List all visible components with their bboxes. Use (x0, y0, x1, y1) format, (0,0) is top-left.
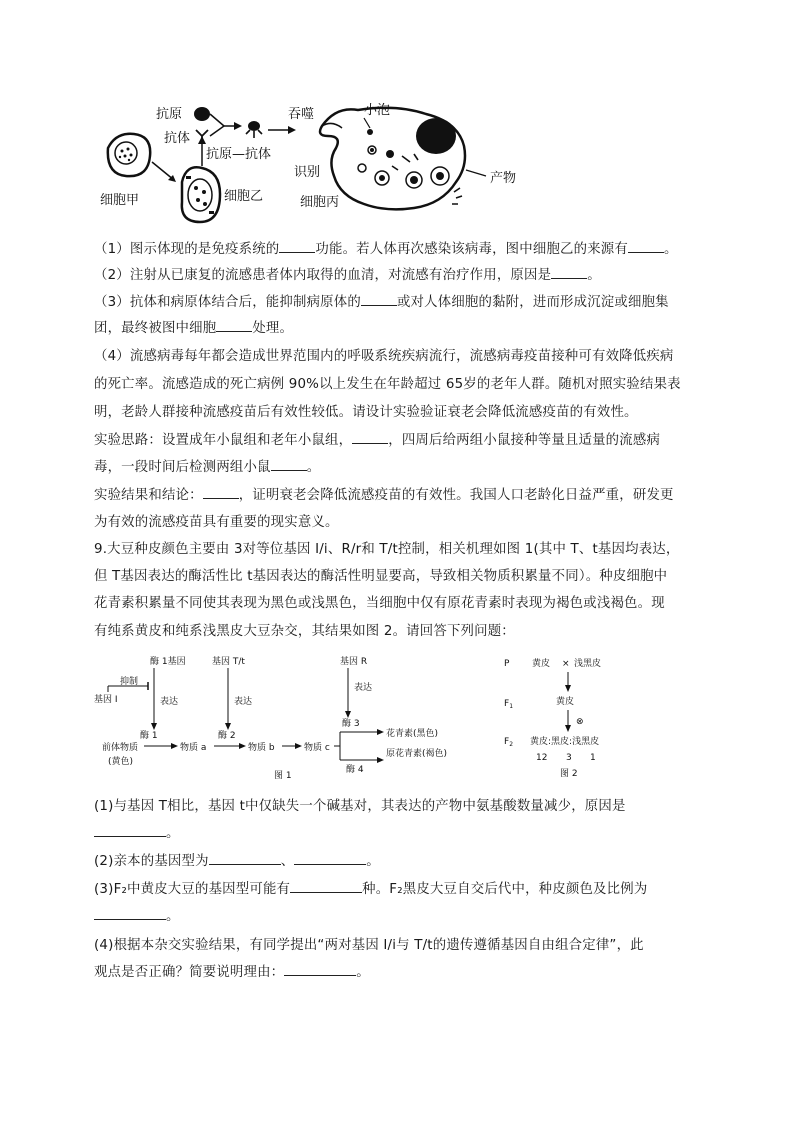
antibody-shape (196, 130, 208, 142)
substance-a-label: 物质 a (180, 743, 207, 753)
cell-c-drawing (320, 108, 465, 210)
f2-phenotypes: 黄皮:黑皮:浅黑皮 (530, 737, 600, 747)
inhibit-label: 抑制 (120, 677, 139, 687)
q8-result-line2: 为有效的流感疫苗具有重要的现实意义。 (94, 515, 339, 530)
cell-a-label: 细胞甲 (100, 193, 140, 208)
enzyme1-label: 酶 1 (140, 731, 158, 741)
answer-blank[interactable] (94, 824, 166, 837)
f2-ratio-light-black: 1 (590, 753, 596, 763)
answer-blank[interactable] (361, 293, 397, 306)
answer-blank[interactable] (284, 963, 356, 976)
q8-part4-line1: （4）流感病毒每年都会造成世界范围内的呼吸系统疾病流行，流感病毒疫苗接种可有效降低疾病 (94, 349, 674, 364)
substance-c-label: 物质 c (304, 743, 330, 753)
q8-idea-line2: 毒，一段时间后检测两组小鼠 。 (94, 460, 321, 475)
express3-label: 表达 (354, 683, 373, 693)
q9-sub4-line2: 观点是否正确？简要说明理由： 。 (94, 965, 370, 980)
anthocyanin-label: 花青素(黑色) (386, 729, 439, 739)
answer-blank[interactable] (352, 431, 388, 444)
cross-symbol: × (562, 659, 570, 669)
proanthocyanidin-label: 原花青素(褐色) (386, 749, 448, 759)
precursor-color-label: (黄色) (108, 757, 134, 767)
vesicle-label: 小泡 (364, 103, 391, 118)
antigen-label: 抗原 (156, 107, 183, 122)
f2-label: $F_2$ (504, 737, 514, 748)
enzyme3-label: 酶 3 (342, 719, 360, 729)
figure-2 (500, 652, 650, 782)
product-label: 产物 (490, 171, 517, 186)
f1-label: $F_1$ (504, 699, 514, 710)
q9-stem-line3: 花青素积累量不同使其表现为黑色或浅黑色，当细胞中仅有原花青素时表现为褐色或浅褐色。现 (94, 596, 665, 611)
cell-b-drawing (182, 167, 220, 222)
antibody-label: 抗体 (164, 131, 191, 146)
q9-sub3-line1: (3)F₂中黄皮大豆的基因型可能有 种。F₂黑皮大豆自交后代中，种皮颜色及比例为 (94, 882, 648, 897)
precursor-label: 前体物质 (102, 743, 139, 753)
q9-stem-line4: 有纯系黄皮和纯系浅黑皮大豆杂交，其结果如图 2。请回答下列问题： (94, 624, 515, 639)
immune-figure (96, 96, 546, 226)
p-male-label: 浅黑皮 (574, 659, 602, 669)
answer-blank[interactable] (271, 458, 307, 471)
q9-sub3-line2: 。 (94, 905, 180, 924)
enzyme1-gene-label: 酶 1基因 (150, 657, 186, 667)
q9-sub1-line1: (1)与基因 T相比，基因 t中仅缺失一个碱基对，其表达的产物中氨基酸数量减少，原因是 (94, 799, 626, 814)
q8-part2: （2）注射从已康复的流感患者体内取得的血清，对流感有治疗作用，原因是 。 (94, 268, 601, 283)
answer-blank[interactable] (203, 486, 239, 499)
q8-part4-line3: 明，老龄人群接种流感疫苗后有效性较低。请设计实验验证衰老会降低流感疫苗的有效性。 (94, 405, 638, 420)
enzyme2-label: 酶 2 (218, 731, 236, 741)
f1-phenotype: 黄皮 (556, 697, 575, 707)
q8-part3-line2: 团，最终被图中细胞 处理。 (94, 321, 294, 336)
answer-blank[interactable] (209, 852, 281, 865)
q8-part1: （1）图示体现的是免疫系统的 功能。若人体再次感染该病毒，图中细胞乙的来源有 。 (94, 242, 678, 257)
recognize-label: 识别 (294, 165, 321, 180)
cell-c-label: 细胞丙 (300, 195, 340, 210)
express1-label: 表达 (160, 697, 179, 707)
cell-a-drawing (108, 134, 150, 176)
answer-blank[interactable] (628, 240, 664, 253)
answer-blank[interactable] (290, 880, 362, 893)
q9-sub1-line2: 。 (94, 822, 180, 841)
figure-1 (94, 652, 484, 782)
q8-idea-line1: 实验思路：设置成年小鼠组和老年小鼠组， ，四周后给两组小鼠接种等量且适量的流感病 (94, 433, 661, 448)
q8-part4-line2: 的死亡率。流感造成的死亡病例 90%以上发生在年龄超过 65岁的老年人群。随机对照实验结果表 (94, 377, 681, 392)
gene-t-label: 基因 T/t (212, 657, 245, 667)
substance-b-label: 物质 b (248, 743, 275, 753)
answer-blank[interactable] (94, 907, 166, 920)
complex-shape (246, 121, 262, 138)
answer-blank[interactable] (279, 240, 315, 253)
antigen-shape (194, 107, 210, 121)
phagocytosis-label: 吞噬 (288, 107, 315, 122)
answer-blank[interactable] (551, 266, 587, 279)
express2-label: 表达 (234, 697, 253, 707)
p-generation-label: P (504, 659, 510, 669)
figure1-caption: 图 1 (274, 771, 292, 781)
q9-stem-line1: 9.大豆种皮颜色主要由 3对等位基因 I/i、R/r和 T/t控制，相关机理如图 1(其中 T、t基因均表达， (94, 542, 680, 557)
q9-stem-line2: 但 T基因表达的酶活性比 t基因表达的酶活性明显要高，导致相关物质积累量不同）。种皮细胞中 (94, 569, 668, 584)
q8-result-line1: 实验结果和结论： ，证明衰老会降低流感疫苗的有效性。我国人口老龄化日益严重，研发更 (94, 488, 674, 503)
enzyme4-label: 酶 4 (346, 765, 364, 775)
figure2-caption: 图 2 (560, 769, 578, 779)
q9-sub2: (2)亲本的基因型为 、 。 (94, 854, 380, 869)
cell-b-label: 细胞乙 (224, 189, 264, 204)
gene-i-label: 基因 I (94, 695, 118, 705)
answer-blank[interactable] (216, 319, 252, 332)
gene-r-label: 基因 R (340, 657, 368, 667)
q8-part3-line1: （3）抗体和病原体结合后，能抑制病原体的 或对人体细胞的黏附，进而形成沉淀或细胞集 (94, 295, 669, 310)
selfing-symbol: ⊗ (576, 717, 584, 727)
f2-ratio-yellow: 12 (536, 753, 548, 763)
p-female-label: 黄皮 (532, 659, 551, 669)
f2-ratio-black: 3 (566, 753, 572, 763)
q9-sub4-line1: (4)根据本杂交实验结果，有同学提出“两对基因 I/i与 T/t的遗传遵循基因自由组合定律”，此 (94, 938, 644, 953)
complex-label: 抗原—抗体 (206, 147, 272, 162)
answer-blank[interactable] (294, 852, 366, 865)
